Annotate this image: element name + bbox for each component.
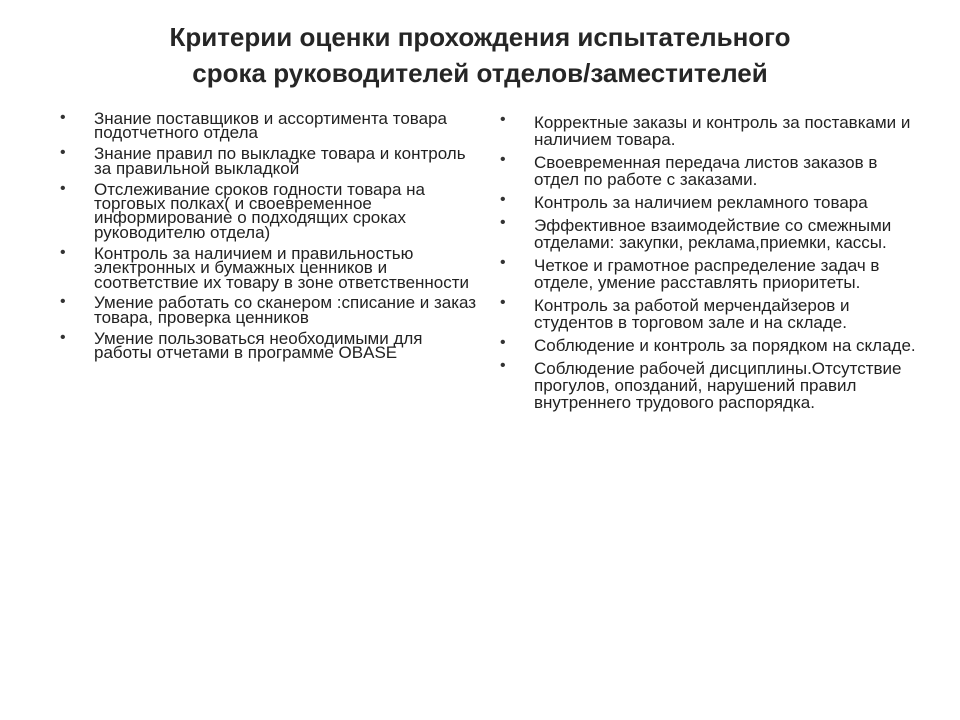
bullet-icon: • — [60, 293, 66, 311]
list-item — [500, 191, 920, 212]
bullet-icon: • — [60, 243, 66, 261]
list-item-text: Контроль за работой мерчендайзеров и студентов в торговом зале и на складе. — [534, 296, 850, 332]
list-item-text: Эффективное взаимодействие со смежными отделами: закупки, реклама,приемки, кассы. — [534, 216, 892, 252]
bullet-icon: • — [60, 179, 66, 197]
list-item-text: Соблюдение рабочей дисциплины.Отсутствие прогулов, опозданий, нарушений правил внутреннего трудового распорядка. — [534, 359, 902, 412]
bullet-icon: • — [500, 294, 506, 311]
list-item-text: Контроль за наличием и правильностью электронных и бумажных ценников и соответствие их товару в зоне ответственности — [94, 243, 470, 292]
slide-title-line-2: срока руководителей отделов/заместителей — [192, 58, 768, 88]
list-item-text: Корректные заказы и контроль за поставками и наличием товара. — [534, 113, 911, 149]
bullet-icon: • — [60, 109, 66, 126]
list-item — [60, 179, 480, 242]
list-item-text: Отслеживание сроков годности товара на торговых полках( и своевременное информирование о подходящих сроках руководителю отдела) — [94, 179, 425, 242]
list-item-text: Контроль за наличием рекламного товара — [534, 193, 868, 212]
list-item-text: Умение работать со сканером :списание и заказ товара, проверка ценников — [94, 293, 477, 327]
list-item — [500, 294, 920, 332]
bullet-icon: • — [500, 191, 506, 208]
list-item — [60, 328, 480, 363]
list-item-text: Соблюдение и контроль за порядком на складе. — [534, 336, 916, 355]
slide-title — [60, 19, 900, 91]
list-item-text: Четкое и грамотное распределение задач в отделе, умение расставлять приоритеты. — [534, 256, 880, 292]
list-item — [500, 111, 920, 149]
bullet-icon: • — [500, 357, 506, 374]
list-item — [500, 214, 920, 252]
slide-title-line-1: Критерии оценки прохождения испытательного — [169, 22, 791, 52]
list-item — [500, 357, 920, 412]
list-item — [60, 144, 480, 178]
list-item-text: Своевременная передача листов заказов в отдел по работе с заказами. — [534, 153, 878, 189]
list-item-text: Знание правил по выкладке товара и контроль за правильной выкладкой — [94, 144, 466, 178]
list-item — [60, 109, 480, 143]
list-item — [60, 293, 480, 327]
bullet-icon: • — [60, 144, 66, 162]
left-criteria-list — [60, 109, 480, 367]
list-item-text: Знание поставщиков и ассортимента товара подотчетного отдела — [94, 109, 447, 143]
list-item — [500, 334, 920, 355]
list-item — [60, 243, 480, 292]
list-item — [500, 254, 920, 292]
list-item-text: Умение пользоваться необходимыми для работы отчетами в программе OBASE — [94, 328, 423, 363]
bullet-icon: • — [60, 328, 66, 346]
list-item — [500, 151, 920, 189]
right-criteria-list — [500, 111, 920, 417]
bullet-icon: • — [500, 334, 506, 351]
bullet-icon: • — [500, 214, 506, 231]
bullet-icon: • — [500, 151, 506, 168]
bullet-icon: • — [500, 111, 506, 128]
bullet-icon: • — [500, 254, 506, 271]
